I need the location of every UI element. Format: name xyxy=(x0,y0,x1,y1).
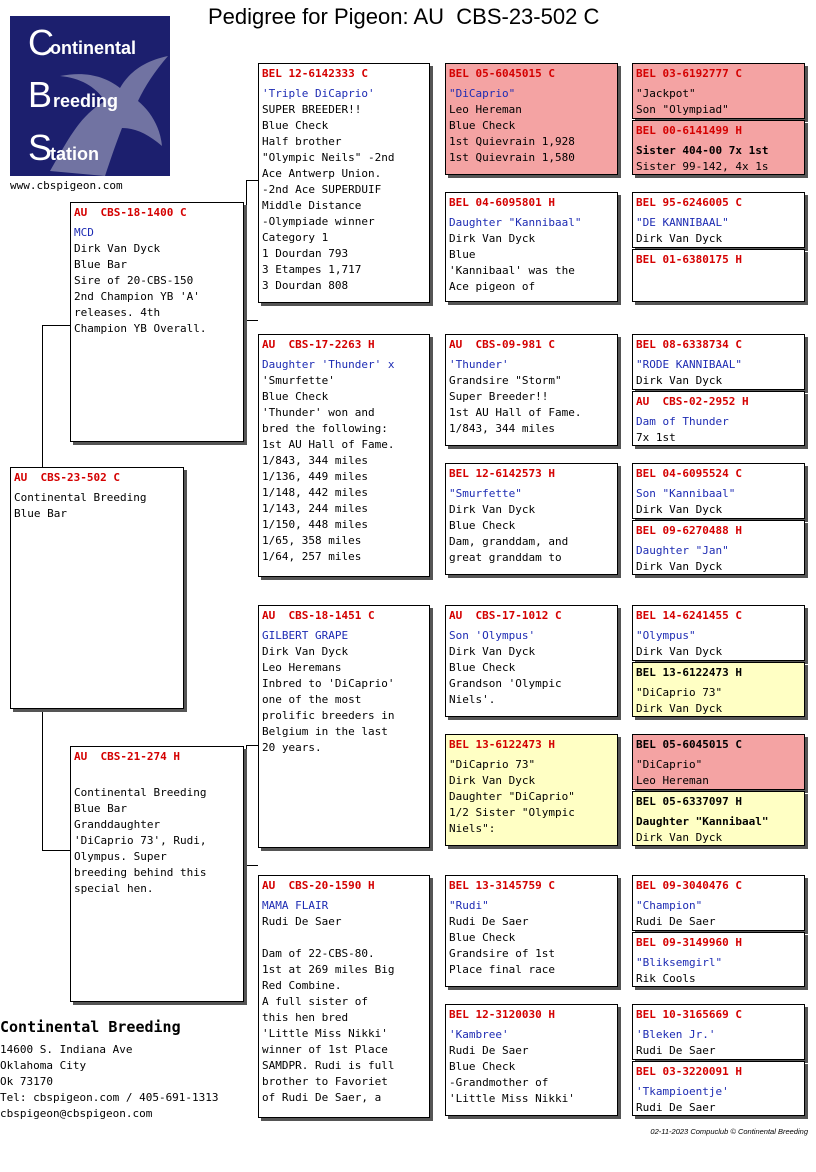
pigeon-card-dsd xyxy=(445,734,618,846)
info-line: 1st Quievrain 1,928 xyxy=(449,135,575,148)
pigeon-card-dam xyxy=(70,746,244,1002)
band-number: BEL 12-6142573 H xyxy=(449,467,555,480)
info-line: Niels'. xyxy=(449,693,496,706)
info-line: Belgium in the last xyxy=(262,725,388,738)
logo-line2: reeding xyxy=(53,91,119,111)
info-line: Grandson 'Olympic xyxy=(449,677,562,690)
contact-line: Tel: cbspigeon.com / 405-691-1313 xyxy=(0,1091,219,1104)
info-line: Dirk Van Dyck xyxy=(636,374,723,387)
info-line: Rik Cools xyxy=(636,972,696,985)
info-line: Dam, granddam, and xyxy=(449,535,569,548)
pigeon-name: "DiCaprio" xyxy=(636,758,703,771)
info-line: 1st AU Hall of Fame. xyxy=(262,438,395,451)
pigeon-card-g10 xyxy=(632,662,805,717)
info-line: 1/64, 257 miles xyxy=(262,550,362,563)
pigeon-card-g1 xyxy=(632,63,805,119)
pigeon-card-sss xyxy=(445,63,618,175)
pigeon-name: "DiCaprio 73" xyxy=(449,758,536,771)
cbs-logo xyxy=(10,16,170,176)
info-line: Dirk Van Dyck xyxy=(636,645,723,658)
band-number: BEL 03-6192777 C xyxy=(636,67,742,80)
band-number: BEL 01-6380175 H xyxy=(636,253,742,266)
info-line: Sister 99-142, 4x 1s xyxy=(636,160,769,173)
pigeon-card-ss xyxy=(258,63,430,303)
pigeon-name: 'Kambree' xyxy=(449,1028,509,1041)
pigeon-name: Daughter "Kannibaal" xyxy=(636,815,769,828)
info-line: A full sister of xyxy=(262,995,368,1008)
band-number: BEL 03-3220091 H xyxy=(636,1065,742,1078)
info-line: Leo Heremans xyxy=(262,661,342,674)
band-number: AU CBS-17-2263 H xyxy=(262,338,375,351)
info-line: Place final race xyxy=(449,963,555,976)
info-line: Blue Check xyxy=(449,661,516,674)
page-title: Pedigree for Pigeon: AU CBS-23-502 C xyxy=(208,4,600,29)
pigeon-name: "Rudi" xyxy=(449,899,489,912)
info-line: -Olympiade winner xyxy=(262,215,375,228)
info-line: Olympus. Super xyxy=(74,850,167,863)
pigeon-name: "Olympus" xyxy=(636,629,696,642)
info-line: Grandsire of 1st xyxy=(449,947,555,960)
connector xyxy=(42,325,43,468)
info-line: this hen bred xyxy=(262,1011,349,1024)
info-line: Granddaughter xyxy=(74,818,161,831)
pigeon-name: GILBERT GRAPE xyxy=(262,629,349,642)
info-line: 1/65, 358 miles xyxy=(262,534,362,547)
info-line: Half brother xyxy=(262,135,342,148)
pigeon-card-subject xyxy=(10,467,184,709)
band-number: AU CBS-21-274 H xyxy=(74,750,180,763)
pigeon-card-g3 xyxy=(632,192,805,248)
info-line: Sire of 20-CBS-150 xyxy=(74,274,194,287)
band-number: BEL 05-6045015 C xyxy=(636,738,742,751)
band-number: AU CBS-09-981 C xyxy=(449,338,555,351)
info-line: Rudi De Saer xyxy=(636,915,716,928)
info-line: Champion YB Overall. xyxy=(74,322,207,335)
pigeon-card-g2 xyxy=(632,120,805,175)
band-number: BEL 04-6095801 H xyxy=(449,196,555,209)
logo-line1: ontinental xyxy=(50,38,136,58)
info-line: 'Kannibaal' was the xyxy=(449,264,575,277)
info-line xyxy=(262,930,426,946)
info-line: Blue Bar xyxy=(74,258,127,271)
info-line: Daughter "DiCaprio" xyxy=(449,790,575,803)
footer-note: 02-11-2023 Compuclub © Continental Breeding xyxy=(650,1127,808,1136)
logo-b: B xyxy=(28,74,53,115)
band-number: BEL 00-6141499 H xyxy=(636,124,742,137)
info-line: Blue Check xyxy=(449,119,516,132)
band-number: AU CBS-17-1012 C xyxy=(449,609,562,622)
pigeon-card-dd xyxy=(258,875,430,1118)
band-number: BEL 04-6095524 C xyxy=(636,467,742,480)
breeder-name: Continental Breeding xyxy=(0,1018,181,1036)
pigeon-name: "Champion" xyxy=(636,899,703,912)
info-line: 'Smurfette' xyxy=(262,374,335,387)
info-line: breeding behind this xyxy=(74,866,207,879)
connector xyxy=(246,865,258,866)
pigeon-name: "DE KANNIBAAL" xyxy=(636,216,729,229)
pigeon-card-sdd xyxy=(445,463,618,575)
band-number: BEL 05-6337097 H xyxy=(636,795,742,808)
pigeon-card-ds xyxy=(258,605,430,848)
pigeon-name: 'Triple DiCaprio' xyxy=(262,87,375,100)
pigeon-name: MAMA FLAIR xyxy=(262,899,329,912)
band-number: AU CBS-18-1451 C xyxy=(262,609,375,622)
pigeon-card-g6 xyxy=(632,391,805,446)
pigeon-name: "DiCaprio" xyxy=(449,87,516,100)
band-number: BEL 13-6122473 H xyxy=(636,666,742,679)
pigeon-name: Daughter "Jan" xyxy=(636,544,729,557)
band-number: BEL 12-6142333 C xyxy=(262,67,368,80)
info-line: prolific breeders in xyxy=(262,709,395,722)
band-number: BEL 14-6241455 C xyxy=(636,609,742,622)
info-line: 1/148, 442 miles xyxy=(262,486,368,499)
info-line: Dirk Van Dyck xyxy=(636,831,723,844)
email-line: cbspigeon@cbspigeon.com xyxy=(0,1107,153,1120)
info-line: 1/843, 344 miles xyxy=(449,422,555,435)
info-line: of Rudi De Saer, a xyxy=(262,1091,382,1104)
info-line: Leo Hereman xyxy=(449,103,522,116)
info-line: 1/150, 448 miles xyxy=(262,518,368,531)
pigeon-name: Son "Kannibaal" xyxy=(636,487,736,500)
info-line: bred the following: xyxy=(262,422,388,435)
info-line: 1 Dourdan 793 xyxy=(262,247,349,260)
info-line: Rudi De Saer xyxy=(449,915,529,928)
pigeon-card-dss xyxy=(445,605,618,717)
connector xyxy=(246,320,258,321)
info-line: Dirk Van Dyck xyxy=(636,560,723,573)
pigeon-name: "Smurfette" xyxy=(449,487,522,500)
connector xyxy=(42,712,43,850)
pigeon-card-g14 xyxy=(632,932,805,987)
info-line: 3 Dourdan 808 xyxy=(262,279,349,292)
info-line: 1/843, 344 miles xyxy=(262,454,368,467)
info-line: 1/143, 244 miles xyxy=(262,502,368,515)
info-line: 'Little Miss Nikki' xyxy=(449,1092,575,1105)
pigeon-card-g8 xyxy=(632,520,805,575)
info-line: Dirk Van Dyck xyxy=(449,503,536,516)
connector xyxy=(42,325,70,326)
pigeon-card-g12 xyxy=(632,791,805,846)
connector xyxy=(246,745,258,746)
info-line: Continental Breeding xyxy=(14,491,147,504)
info-line: Rudi De Saer xyxy=(636,1044,716,1057)
info-line: 'Little Miss Nikki' xyxy=(262,1027,388,1040)
pigeon-name xyxy=(74,769,240,785)
band-number: BEL 13-6122473 H xyxy=(449,738,555,751)
band-number: BEL 09-6270488 H xyxy=(636,524,742,537)
band-number: AU CBS-20-1590 H xyxy=(262,879,375,892)
band-number: BEL 95-6246005 C xyxy=(636,196,742,209)
pigeon-name: Daughter "Kannibaal" xyxy=(449,216,582,229)
info-line: 2nd Champion YB 'A' xyxy=(74,290,200,303)
address-line: Oklahoma City xyxy=(0,1059,87,1072)
pigeon-card-dds xyxy=(445,875,618,987)
breeder-address xyxy=(0,1042,219,1122)
connector xyxy=(42,850,70,851)
info-line: 'Thunder' won and xyxy=(262,406,375,419)
info-line: Dirk Van Dyck xyxy=(449,645,536,658)
band-number: AU CBS-23-502 C xyxy=(14,471,120,484)
pigeon-card-ssd xyxy=(445,192,618,302)
info-line: Ace Antwerp Union. xyxy=(262,167,382,180)
info-line: 1st Quievrain 1,580 xyxy=(449,151,575,164)
info-line: SUPER BREEDER!! xyxy=(262,103,362,116)
pigeon-card-sire xyxy=(70,202,244,442)
band-number: BEL 05-6045015 C xyxy=(449,67,555,80)
logo-line3: tation xyxy=(50,144,99,164)
info-line: Blue xyxy=(449,248,476,261)
info-line: special hen. xyxy=(74,882,154,895)
pigeon-name: "DiCaprio 73" xyxy=(636,686,723,699)
info-line: Inbred to 'DiCaprio' xyxy=(262,677,395,690)
info-line: -2nd Ace SUPERDUIF xyxy=(262,183,382,196)
pigeon-card-g4 xyxy=(632,249,805,302)
info-line: Rudi De Saer xyxy=(262,915,342,928)
pigeon-name: Son 'Olympus' xyxy=(449,629,536,642)
info-line: great granddam to xyxy=(449,551,562,564)
pigeon-name: "Bliksemgirl" xyxy=(636,956,723,969)
info-line: Sister 404-00 7x 1st xyxy=(636,144,769,157)
pigeon-card-g11 xyxy=(632,734,805,790)
info-line: Red Combine. xyxy=(262,979,342,992)
pigeon-name: Dam of Thunder xyxy=(636,415,729,428)
info-line: 1st AU Hall of Fame. xyxy=(449,406,582,419)
pigeon-name: "RODE KANNIBAAL" xyxy=(636,358,742,371)
info-line: 7x 1st xyxy=(636,431,676,444)
connector xyxy=(246,180,247,400)
info-line: brother to Favoriet xyxy=(262,1075,388,1088)
website-label: www.cbspigeon.com xyxy=(10,179,123,192)
info-line: Dam of 22-CBS-80. xyxy=(262,947,375,960)
pigeon-name: 'Tkampioentje' xyxy=(636,1085,729,1098)
pigeon-card-g5 xyxy=(632,334,805,390)
pigeon-card-sds xyxy=(445,334,618,446)
pigeon-card-g7 xyxy=(632,463,805,519)
info-line: Dirk Van Dyck xyxy=(636,503,723,516)
info-line: Dirk Van Dyck xyxy=(449,232,536,245)
info-line: Dirk Van Dyck xyxy=(636,702,723,715)
band-number: BEL 09-3149960 H xyxy=(636,936,742,949)
connector xyxy=(246,745,247,865)
info-line: winner of 1st Place xyxy=(262,1043,388,1056)
info-line: releases. 4th xyxy=(74,306,161,319)
info-line: Blue Bar xyxy=(74,802,127,815)
info-line: Rudi De Saer xyxy=(449,1044,529,1057)
info-line: Blue Check xyxy=(449,931,516,944)
info-line: "Olympic Neils" -2nd xyxy=(262,151,395,164)
address-line: 14600 S. Indiana Ave xyxy=(0,1043,133,1056)
pigeon-card-ddd xyxy=(445,1004,618,1116)
info-line: Super Breeder!! xyxy=(449,390,549,403)
info-line: Blue Check xyxy=(449,519,516,532)
pigeon-card-sd xyxy=(258,334,430,577)
band-number: BEL 08-6338734 C xyxy=(636,338,742,351)
pigeon-name: 'Thunder' xyxy=(449,358,509,371)
band-number: BEL 10-3165669 C xyxy=(636,1008,742,1021)
logo-s: S xyxy=(28,127,53,168)
info-line: Continental Breeding xyxy=(74,786,207,799)
info-line: SAMDPR. Rudi is full xyxy=(262,1059,395,1072)
band-number: AU CBS-02-2952 H xyxy=(636,395,749,408)
info-line: 3 Etampes 1,717 xyxy=(262,263,362,276)
address-line: Ok 73170 xyxy=(0,1075,53,1088)
info-line: Ace pigeon of xyxy=(449,280,536,293)
band-number: BEL 13-3145759 C xyxy=(449,879,555,892)
pigeon-name: 'Bleken Jr.' xyxy=(636,1028,716,1041)
info-line: 1/136, 449 miles xyxy=(262,470,368,483)
pigeon-card-g9 xyxy=(632,605,805,661)
pigeon-name: MCD xyxy=(74,226,94,239)
band-number: BEL 09-3040476 C xyxy=(636,879,742,892)
info-line: Son "Olympiad" xyxy=(636,103,729,116)
pigeon-card-g15 xyxy=(632,1004,805,1060)
info-line: Leo Hereman xyxy=(636,774,709,787)
info-line: Blue Bar xyxy=(14,507,67,520)
info-line: Dirk Van Dyck xyxy=(74,242,161,255)
info-line: Dirk Van Dyck xyxy=(449,774,536,787)
info-line: 1st at 269 miles Big xyxy=(262,963,395,976)
info-line: Blue Check xyxy=(449,1060,516,1073)
band-number: BEL 12-3120030 H xyxy=(449,1008,555,1021)
info-line: Dirk Van Dyck xyxy=(262,645,349,658)
info-line: 'DiCaprio 73', Rudi, xyxy=(74,834,207,847)
connector xyxy=(246,180,258,181)
info-line: Grandsire "Storm" xyxy=(449,374,562,387)
pigeon-name: "Jackpot" xyxy=(636,87,696,100)
logo-c: C xyxy=(28,22,54,63)
pigeon-name: Daughter 'Thunder' x xyxy=(262,358,395,371)
info-line: 1/2 Sister "Olympic xyxy=(449,806,575,819)
info-line: one of the most xyxy=(262,693,362,706)
info-line: 20 years. xyxy=(262,741,322,754)
info-line: Blue Check xyxy=(262,390,329,403)
info-line: -Grandmother of xyxy=(449,1076,549,1089)
info-line: Niels": xyxy=(449,822,496,835)
info-line: Middle Distance xyxy=(262,199,362,212)
pigeon-card-g13 xyxy=(632,875,805,931)
info-line: Rudi De Saer xyxy=(636,1101,716,1114)
pigeon-card-g16 xyxy=(632,1061,805,1116)
info-line: Dirk Van Dyck xyxy=(636,232,723,245)
info-line: Blue Check xyxy=(262,119,329,132)
band-number: AU CBS-18-1400 C xyxy=(74,206,187,219)
info-line: Category 1 xyxy=(262,231,329,244)
